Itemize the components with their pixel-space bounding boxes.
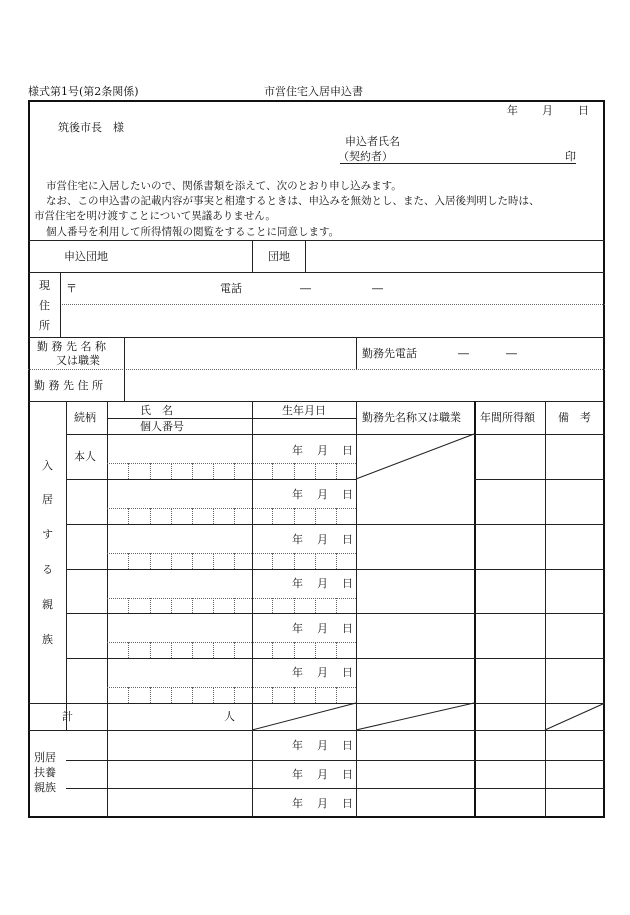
birth-month: 月 (317, 533, 328, 546)
separate-label-line-2: 扶養 (34, 766, 56, 779)
birth-month: 月 (317, 666, 328, 679)
col-relation-header: 続柄 (74, 411, 96, 424)
total-label: 計 (62, 710, 73, 723)
form-title: 市営住宅入居申込書 (264, 85, 363, 98)
date-month-label: 月 (542, 104, 553, 117)
workplace-name-input[interactable] (126, 339, 354, 367)
statement-line-3: 市営住宅を明け渡すことについて異議ありません。 (34, 210, 276, 222)
address-label-char-1: 現 (39, 279, 50, 292)
home-phone-label: 電話 (220, 282, 242, 295)
family-side-label-char-1: 入 (42, 459, 53, 472)
addressee: 筑後市長 様 (58, 121, 124, 134)
total-person-unit: 人 (224, 710, 235, 723)
family-side-label-char-2: 居 (42, 493, 53, 506)
birth-year: 年 (292, 622, 303, 635)
workplace-phone-label: 勤務先電話 (362, 347, 417, 360)
separate-label-line-3: 親族 (34, 781, 56, 794)
col-name-header: 氏 名 (140, 404, 173, 417)
danchi-input[interactable] (306, 241, 603, 271)
home-phone-dash-1: ― (300, 282, 311, 295)
separate-birth-month: 月 (317, 797, 328, 810)
address-label-char-3: 所 (39, 319, 50, 332)
separate-birth-day: 日 (342, 768, 353, 781)
statement-line-4: 個人番号を利用して所得情報の閲覧をすることに同意します。 (46, 226, 340, 238)
workplace-phone-dash-2: ― (506, 347, 517, 360)
applicant-name-label: 申込者氏名 (345, 135, 400, 148)
applied-complex-label: 申込団地 (64, 250, 108, 263)
separate-birth-month: 月 (317, 739, 328, 752)
application-form-frame (28, 100, 605, 818)
col-notes-header: 備 考 (558, 411, 591, 424)
postal-code-input[interactable] (80, 274, 210, 302)
birth-day: 日 (342, 622, 353, 635)
family-side-label-char-6: 族 (42, 633, 53, 646)
workplace-name-label-1: 勤 務 先 名 称 (37, 340, 106, 353)
statement-line-2: なお、この申込書の記載内容が事実と相違するときは、申込みを無効とし、また、入居後判明した時は、 (46, 195, 540, 207)
birth-year: 年 (292, 444, 303, 457)
family-side-label-char-5: 親 (42, 598, 53, 611)
separate-birth-day: 日 (342, 797, 353, 810)
birth-month: 月 (317, 444, 328, 457)
postal-mark: 〒 (66, 282, 77, 295)
separate-birth-year: 年 (292, 797, 303, 810)
birth-year: 年 (292, 533, 303, 546)
separate-birth-day: 日 (342, 739, 353, 752)
home-phone-dash-2: ― (372, 282, 383, 295)
seal-mark: 印 (565, 150, 576, 163)
separate-birth-year: 年 (292, 739, 303, 752)
birth-year: 年 (292, 577, 303, 590)
col-workplace-header: 勤務先名称又は職業 (362, 411, 461, 424)
birth-month: 月 (317, 488, 328, 501)
form-number: 様式第1号(第2条関係) (28, 85, 139, 98)
address-label-char-2: 住 (39, 299, 50, 312)
birth-year: 年 (292, 666, 303, 679)
workplace-address-input[interactable] (126, 371, 602, 399)
separate-label-line-1: 別居 (34, 751, 56, 764)
danchi-label: 団地 (268, 250, 290, 263)
date-day-label: 日 (578, 104, 589, 117)
col-income-header: 年間所得額 (480, 411, 535, 424)
birth-day: 日 (342, 533, 353, 546)
birth-day: 日 (342, 444, 353, 457)
workplace-name-label-2: 又は職業 (56, 354, 100, 367)
birth-month: 月 (317, 577, 328, 590)
separate-birth-month: 月 (317, 768, 328, 781)
applicant-signature-line[interactable] (340, 163, 576, 164)
col-birthdate-header: 生年月日 (282, 404, 326, 417)
self-relation-label: 本人 (74, 450, 96, 463)
family-side-label-char-3: す (42, 528, 53, 541)
birth-year: 年 (292, 488, 303, 501)
col-mynumber-header: 個人番号 (140, 420, 184, 433)
birth-day: 日 (342, 666, 353, 679)
family-side-label-char-4: る (42, 563, 53, 576)
birth-day: 日 (342, 577, 353, 590)
address-input[interactable] (62, 306, 602, 335)
birth-day: 日 (342, 488, 353, 501)
workplace-phone-dash-1: ― (458, 347, 469, 360)
date-year-label: 年 (507, 104, 518, 117)
applicant-contract-label: （契約者） (338, 150, 393, 163)
statement-line-1: 市営住宅に入居したいので、関係書類を添えて、次のとおり申し込みます。 (46, 180, 402, 192)
separate-birth-year: 年 (292, 768, 303, 781)
birth-month: 月 (317, 622, 328, 635)
workplace-address-label: 勤 務 先 住 所 (34, 379, 103, 392)
